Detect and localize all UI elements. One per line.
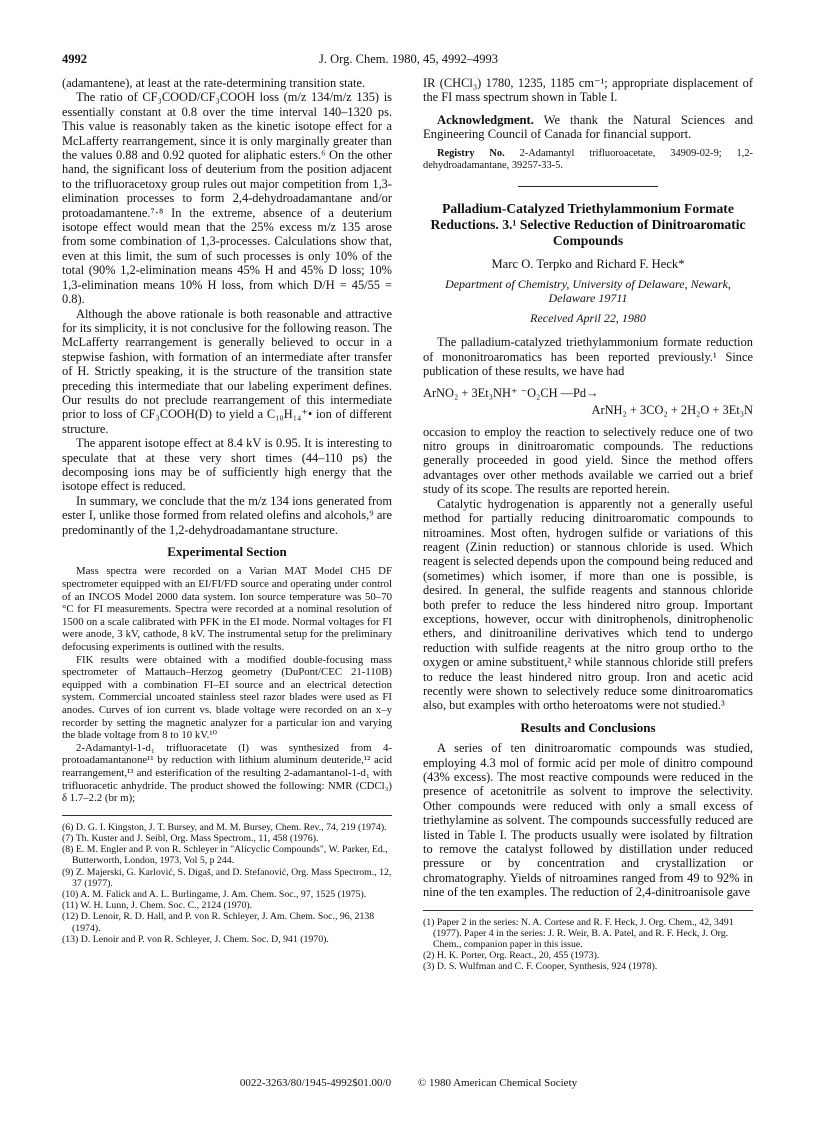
- reference: (7) Th. Kuster and J. Seibl, Org. Mass Spectrom., 11, 458 (1976).: [62, 832, 319, 844]
- affiliation: Department of Chemistry, University of Delaware, Newark, Delaware 19711: [445, 277, 731, 306]
- paragraph: IR (CHCl₃) 1780, 1235, 1185 cm⁻¹; appropriate displacement of the FI mass spectrum shown in Table I.: [423, 76, 753, 105]
- registry-text: 2-Adamantyl trifluoroacetate, 34909-02-9; 1,2-dehydroadamantane, 39257-33-5.: [423, 147, 754, 171]
- paragraph: The ratio of CF₃COOD/CF₃COOH loss (m/z 134/m/z 135) is essentially constant at 0.8 over the time interval 140–1320 ps. This value is reasonably taken as the kinetic isotope effect for a McLafferty rearrangement, since it is only marginally greater than the values 0.88 and 0.92 quoted for aliphatic esters.⁶ On the other hand, the significant loss of deuterium from the position adjacent to the trifluoracetoxy group rules out major competition from 1,3-elimination processes to form 2,4-dehydroadamantane and/or protoadamantene.⁷⋅⁸ In the extreme, absence of a deuterium isotope effect would mean that the 25% excess m/z 135 arose from some combination of 1,3-processes. Calculations show that, even at this limit, the sum of such processes is only 10% of the total (90% 1,2-elimination means 45% H and 45% D loss; 10% 1,3-elimination means 10% H loss, from which D/H = 45/55 = 0.8).: [62, 90, 392, 307]
- experimental-heading: Experimental Section: [167, 544, 287, 559]
- received-date: Received April 22, 1980: [530, 311, 646, 326]
- registry-label: Registry No.: [437, 147, 505, 159]
- copyright: © 1980 American Chemical Society: [417, 1077, 578, 1089]
- article-code: 0022-3263/80/1945-4992$01.00/0: [239, 1077, 392, 1089]
- reference: (8) E. M. Engler and P. von R. Schleyer in "Alicyclic Compounds", W. Parker, Ed., Butterworth, London, 1973, Vol 5, p 244.: [62, 844, 388, 867]
- reference: (11) W. H. Lunn, J. Chem. Soc. C., 2124 (1970).: [62, 900, 253, 912]
- paragraph: Although the above rationale is both reasonable and attractive for its simplicity, it is not conclusive for the following reason. The McLafferty rearrangement is generally believed to occur in a stepwise fashion, with formation of an intermediate after transfer of H. Strictly speaking, it is the structure of the transition state preceding this intermediate that our labeling experiment defines. Our results do not preclude rearrangement of this intermediate prior to loss of CF₃COOH(D) to yield a C₁₀H₁₄⁺• ion of different structure.: [62, 306, 392, 436]
- left-column: [62, 76, 392, 945]
- equation-line: ArNH₂ + 3CO₂ + 2H₂O + 3Et₃N: [591, 402, 753, 417]
- paragraph: Catalytic hydrogenation is apparently not a generally useful method for partially reducing dinitroaromatic compounds to nitroamines. Most often, hydrogen sulfide or variations of this reagent (Zinin reduction) or stannous chloride is used. Which reagent is selected depends upon the compound being reduced and (sometimes) which isomer, if more than one is possible, is desired. In general, the sulfide reagents and stannous chloride both prefer to reduce the less hindered nitro group. Important exceptions, however, occur with dinitrophenols, dinitrophenolic ethers, and dinitroaniline derivatives which tend to undergo reduction with sulfide reagents at the nitro group ortho to the oxygen or amine substituent,² while stannous chloride still prefers to reduce the least hindered nitro group. Iron and acetic acid recently were shown to selectively reduce some dinitroaromatics also, but examples with ortho heteroatoms were not studied.³: [423, 496, 753, 713]
- reference: (1) Paper 2 in the series: N. A. Cortese and R. F. Heck, J. Org. Chem., 42, 3491 (1977). Paper 4 in the series: J. R. Weir, B. A. Patel, and R. F. Heck, J. Org. Chem., companion paper in this issue.: [423, 916, 734, 951]
- acknowledgment-text: We thank the Natural Sciences and Engineering Council of Canada for financial support.: [423, 112, 753, 142]
- paragraph: A series of ten dinitroaromatic compounds was studied, employing 4.3 mol of formic acid per mole of dinitro compound (43% excess). The most reactive compounds were reduced in the presence of acetonitrile as solvent to improve the selectivity. Other compounds were reduced with only a small excess of triethylamine as solvent. The compounds successfully reduced are listed in Table I. The products usually were isolated by filtration to remove the catalyst followed by distillation under reduced pressure or by concentration and crystallization or chromatography. Yields of nitroamines ranged from 49 to 92% in nine of the ten examples. The reduction of 2,4-dinitroanisole gave: [423, 741, 753, 900]
- paragraph: FIK results were obtained with a modified double-focusing mass spectrometer of Mattauch–Herzog geometry (DuPont/CEC 21-110B) equipped with a combination FI–EI source and an electrical detection system. Commercial uncoated stainless steel razor blades were used as FI anodes. Curves of ion current vs. blade voltage were recorded on an x–y recorder by setting the magnetic analyzer for a particular ion and varying the blade voltage from 8 to 10 kV.¹⁰: [62, 653, 392, 742]
- divider: [518, 186, 658, 187]
- paragraph: In summary, we conclude that the m/z 134 ions generated from ester I, unlike those formed from related olefins and alcohols,⁹ are predominantly of the 1,2-dehydroadamantane structure.: [62, 493, 392, 537]
- reference: (3) D. S. Wulfman and C. F. Cooper, Synthesis, 924 (1978).: [423, 961, 658, 973]
- reference: (12) D. Lenoir, R. D. Hall, and P. von R. Schleyer, J. Am. Chem. Soc., 96, 2138 (1974).: [62, 911, 375, 934]
- reference: (6) D. G. I. Kingston, J. T. Bursey, and M. M. Bursey, Chem. Rev., 74, 219 (1974).: [62, 821, 387, 833]
- reference: (10) A. M. Falick and A. L. Burlingame, J. Am. Chem. Soc., 97, 1525 (1975).: [62, 888, 367, 900]
- reference: (2) H. K. Porter, Org. React., 20, 455 (1973).: [423, 950, 600, 962]
- reaction-equation: [423, 385, 753, 419]
- results-heading: Results and Conclusions: [520, 719, 656, 735]
- footnotes-left: [62, 815, 392, 945]
- paragraph: 2-Adamantyl-1-d₁ trifluoracetate (I) was synthesized from 4-protoadamantanone¹¹ by reduction with lithium aluminum deuteride,¹² acid rearrangement,¹³ and esterification of the resulting 2-adamantanol-1-d₁ with trifluoracetic anhydride. The product showed the following: NMR (CDCl₃) δ 1.7–2.2 (br m);: [62, 741, 392, 805]
- reference: (13) D. Lenoir and P. von R. Schleyer, J. Chem. Soc. D, 941 (1970).: [62, 933, 329, 945]
- running-title: J. Org. Chem. 1980, 45, 4992–4993: [319, 52, 498, 66]
- page-number: 4992: [62, 52, 87, 66]
- paragraph: (adamantene), at least at the rate-determining transition state.: [62, 76, 366, 90]
- paragraph: The palladium-catalyzed triethylammonium formate reduction of mononitroaromatics has been reported previously.¹ Since publication of these results, we have had: [423, 335, 753, 379]
- acknowledgment: [423, 113, 753, 142]
- authors: Marc O. Terpko and Richard F. Heck*: [491, 256, 685, 271]
- paragraph: The apparent isotope effect at 8.4 kV is 0.95. It is interesting to speculate that at these very short times (44–110 ps) the decomposing ions may be of sufficiently high energy that the isotope effect is reduced.: [62, 436, 392, 494]
- page-footer: [0, 1077, 817, 1089]
- paragraph: Mass spectra were recorded on a Varian MAT Model CH5 DF spectrometer equipped with an EI/FI/FD source and operating under control of an INCOS Model 2000 data system. Ion source temperature was 50–70 °C for FI measurements. Spectra were recorded at a nominal resolution of 1500 on a scale calibrated with PFK in the EI mode. Normal voltages for FI were anode, 3 kV, cathode, 8 kV. The instrumental setup for the preliminary defocusing experiments is outlined with the results.: [62, 565, 392, 653]
- article-title: Palladium-Catalyzed Triethylammonium Formate Reductions. 3.¹ Selective Reduction of Dinitroaromatic Compounds: [430, 200, 746, 248]
- acknowledgment-label: Acknowledgment.: [437, 112, 534, 127]
- reference: (9) Z. Majerski, G. Karlović, S. Digaš, and D. Stefanović, Org. Mass Spectrom., 12, 37 (1977).: [62, 866, 392, 889]
- right-column: [423, 76, 753, 973]
- paragraph: occasion to employ the reaction to selectively reduce one of two nitro groups in dinitroaromatic compounds. The reductions generally proceeded in good yield. Since the method offers advantages over other methods available we carried out a brief study of its scope. The results are reported herein.: [423, 424, 753, 497]
- registry: [423, 148, 753, 172]
- equation-line: ArNO₂ + 3Et₃NH⁺ ⁻O₂CH —Pd→: [423, 385, 599, 400]
- footnotes-right: [423, 910, 753, 973]
